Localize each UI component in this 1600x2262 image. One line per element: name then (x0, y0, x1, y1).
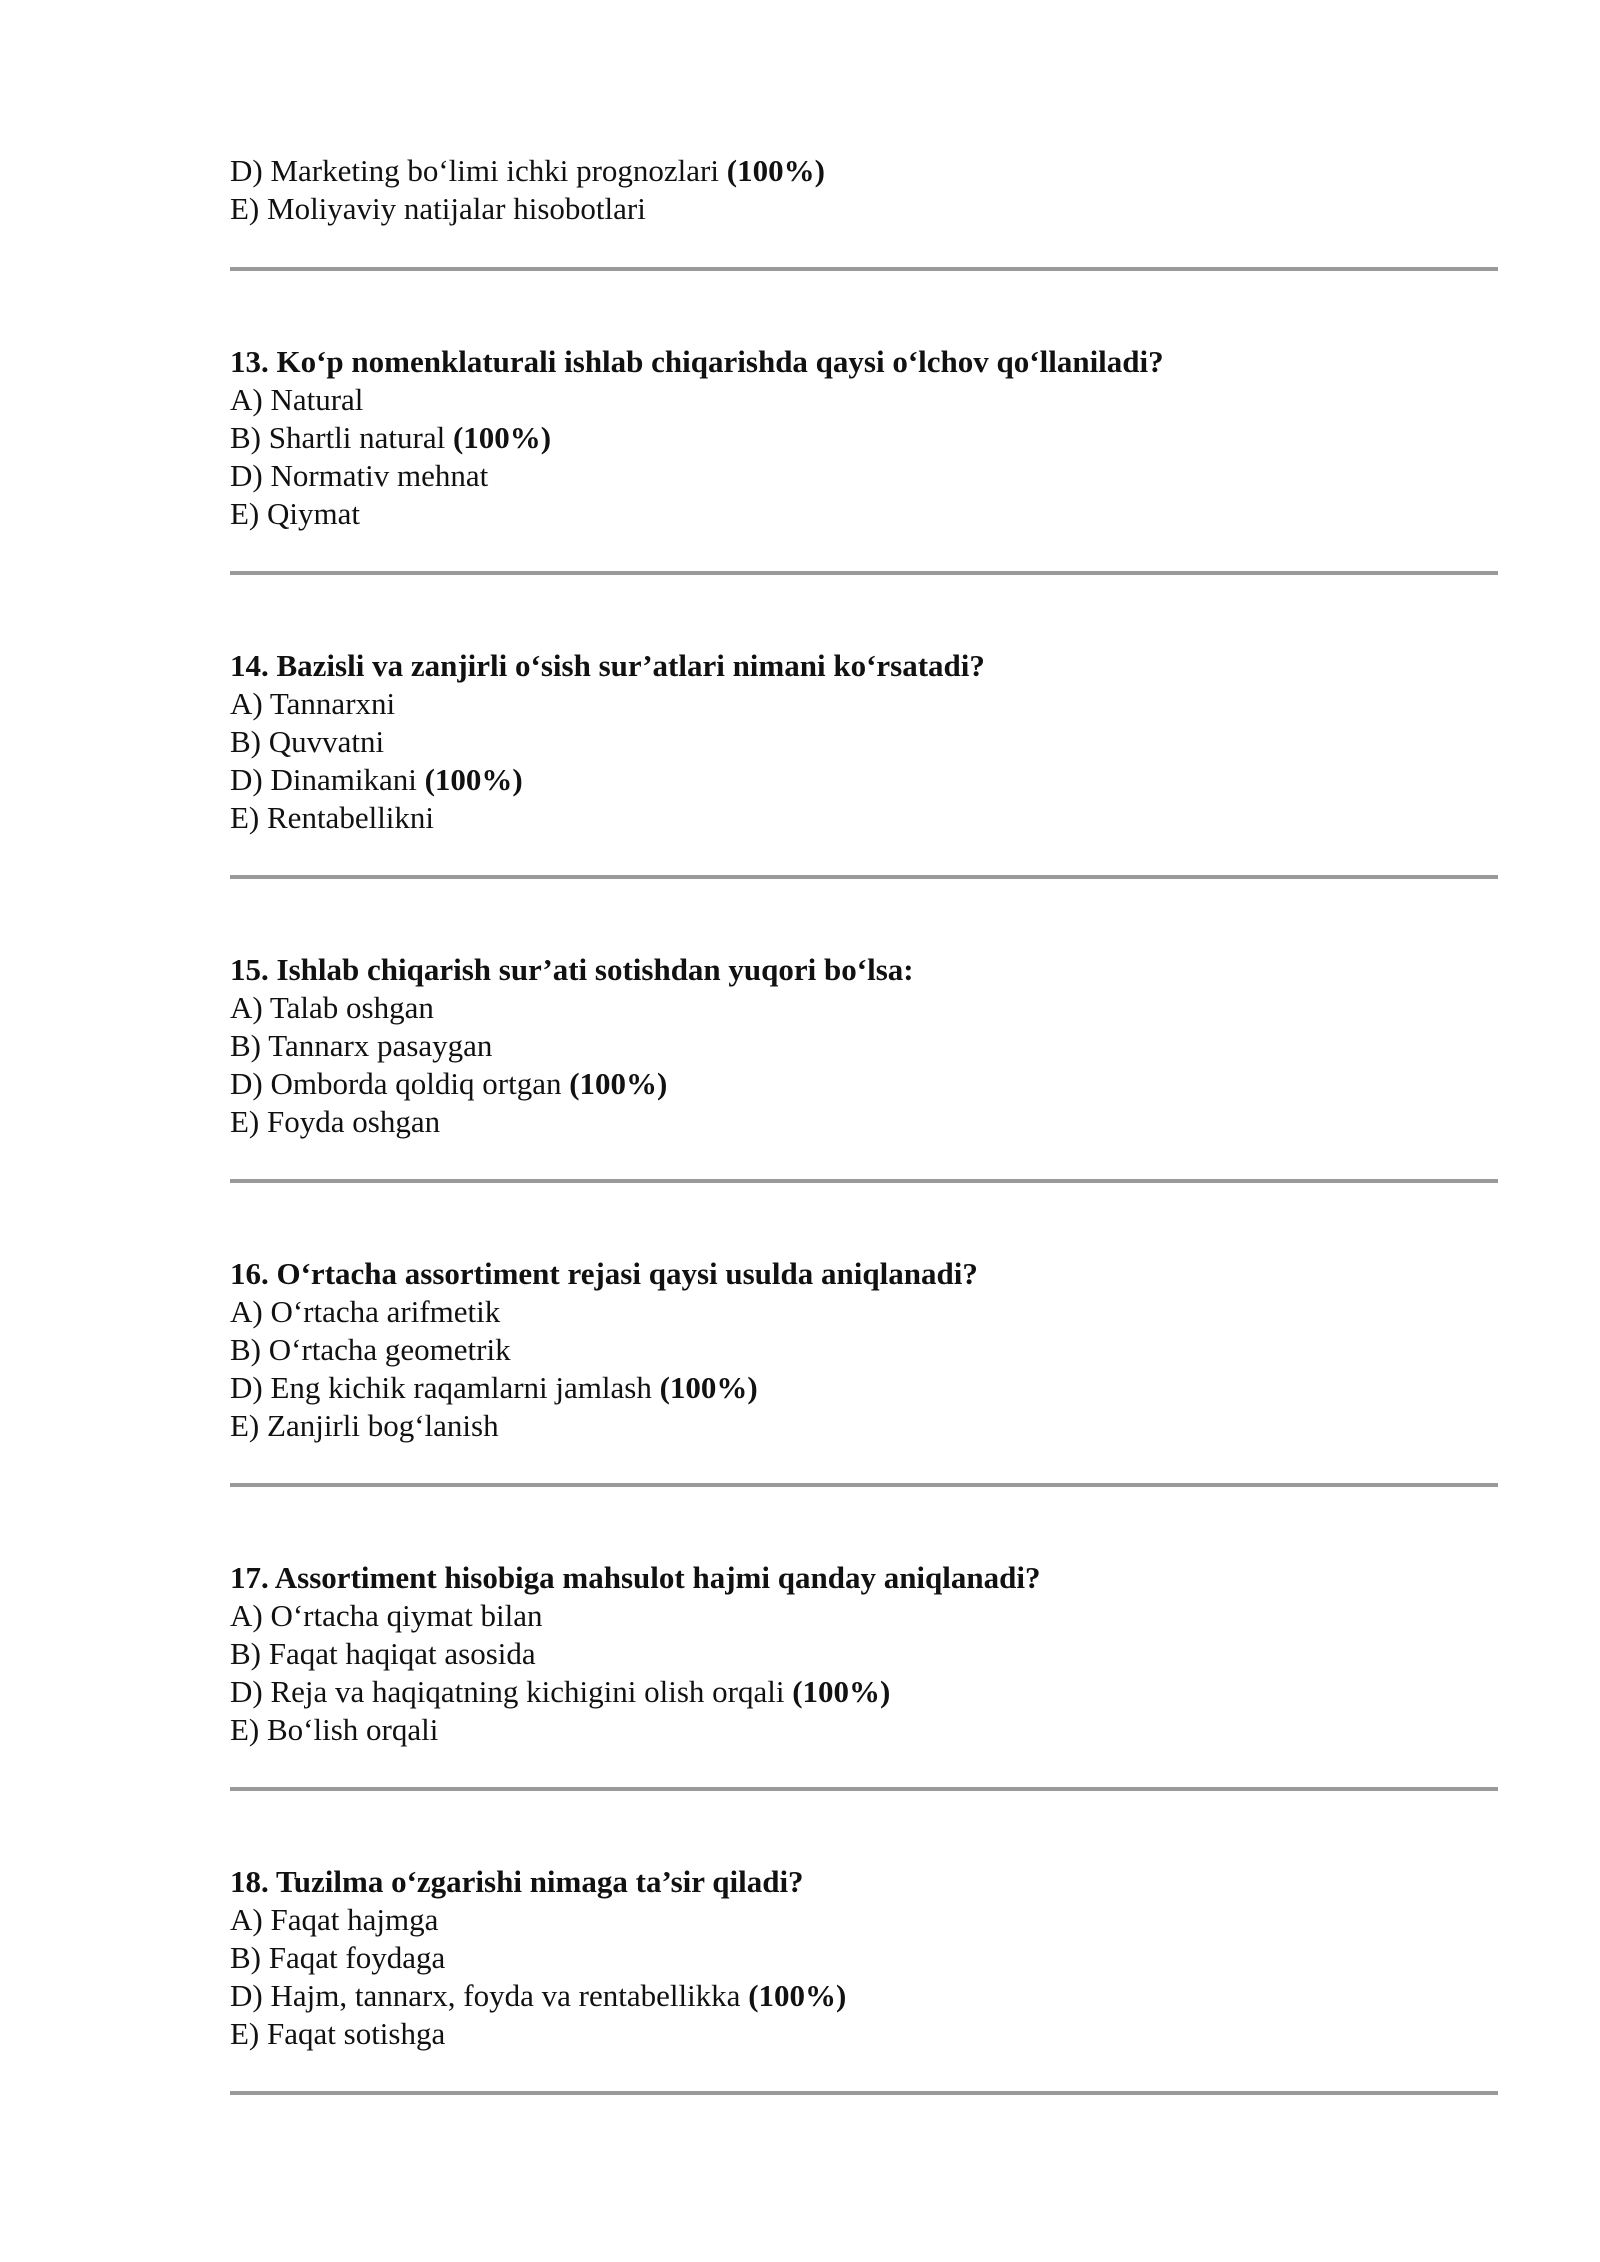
correct-mark: (100%) (569, 1066, 668, 1101)
question-title: 18. Tuzilma o‘zgarishi nimaga ta’sir qiladi? (230, 1864, 804, 1899)
option-text: D) Marketing bo‘limi ichki prognozlari (230, 153, 719, 188)
option-text: B) O‘rtacha geometrik (230, 1332, 511, 1367)
question-title: 13. Ko‘p nomenklaturali ishlab chiqarishda qaysi o‘lchov qo‘llaniladi? (230, 344, 1164, 379)
option-text: E) Foyda oshgan (230, 1104, 441, 1139)
option-line (230, 457, 1500, 495)
separator-line (230, 1483, 1498, 1487)
question-block-13 (230, 343, 1500, 575)
option-line (230, 381, 1500, 419)
option-text: E) Bo‘lish orqali (230, 1712, 439, 1747)
question-title: 15. Ishlab chiqarish sur’ati sotishdan yuqori bo‘lsa: (230, 952, 914, 987)
option-line (230, 1369, 1500, 1407)
option-text: D) Reja va haqiqatning kichigini olish orqali (230, 1674, 785, 1709)
option-line (230, 1103, 1500, 1141)
option-text: A) Faqat hajmga (230, 1902, 439, 1937)
option-text: A) Tannarxni (230, 686, 396, 721)
question-block-continued (230, 152, 1500, 271)
option-line (230, 1901, 1500, 1939)
option-text: E) Moliyaviy natijalar hisobotlari (230, 191, 646, 226)
separator-line (230, 1787, 1498, 1791)
option-text: D) Hajm, tannarx, foyda va rentabellikka (230, 1978, 741, 2013)
option-text: A) Talab oshgan (230, 990, 434, 1025)
question-block-14 (230, 647, 1500, 879)
option-text: D) Normativ mehnat (230, 458, 489, 493)
separator-line (230, 267, 1498, 271)
option-text: D) Eng kichik raqamlarni jamlash (230, 1370, 652, 1405)
option-text: E) Zanjirli bog‘lanish (230, 1408, 499, 1443)
option-line (230, 1711, 1500, 1749)
option-text: B) Quvvatni (230, 724, 385, 759)
correct-mark: (100%) (659, 1370, 758, 1405)
correct-mark: (100%) (424, 762, 523, 797)
option-line (230, 761, 1500, 799)
option-line (230, 1939, 1500, 1977)
option-text: E) Faqat sotishga (230, 2016, 446, 2051)
option-text: B) Tannarx pasaygan (230, 1028, 493, 1063)
option-text: D) Omborda qoldiq ortgan (230, 1066, 562, 1101)
option-line (230, 1293, 1500, 1331)
option-line (230, 685, 1500, 723)
question-block-16 (230, 1255, 1500, 1487)
separator-line (230, 875, 1498, 879)
question-block-17 (230, 1559, 1500, 1791)
option-line (230, 495, 1500, 533)
question-title: 14. Bazisli va zanjirli o‘sish sur’atlari nimani ko‘rsatadi? (230, 648, 985, 683)
option-line (230, 1635, 1500, 1673)
option-text: E) Qiymat (230, 496, 360, 531)
separator-line (230, 571, 1498, 575)
question-block-15 (230, 951, 1500, 1183)
separator-line (230, 2091, 1498, 2095)
correct-mark: (100%) (792, 1674, 891, 1709)
option-line (230, 989, 1500, 1027)
option-text: A) Natural (230, 382, 364, 417)
option-text: E) Rentabellikni (230, 800, 435, 835)
separator-line (230, 1179, 1498, 1183)
document-page (230, 152, 1500, 2167)
correct-mark: (100%) (726, 153, 825, 188)
option-text: B) Faqat haqiqat asosida (230, 1636, 536, 1671)
option-text: A) O‘rtacha arifmetik (230, 1294, 501, 1329)
option-line (230, 1597, 1500, 1635)
option-line (230, 2015, 1500, 2053)
option-line (230, 152, 1500, 190)
option-line (230, 1673, 1500, 1711)
option-line (230, 1027, 1500, 1065)
option-line (230, 723, 1500, 761)
option-line (230, 190, 1500, 228)
option-line (230, 1407, 1500, 1445)
option-text: D) Dinamikani (230, 762, 417, 797)
option-line (230, 1331, 1500, 1369)
option-line (230, 1977, 1500, 2015)
option-text: B) Shartli natural (230, 420, 446, 455)
question-title: 17. Assortiment hisobiga mahsulot hajmi qanday aniqlanadi? (230, 1560, 1041, 1595)
option-line (230, 799, 1500, 837)
option-line (230, 419, 1500, 457)
option-line (230, 1065, 1500, 1103)
correct-mark: (100%) (452, 420, 552, 455)
option-text: A) O‘rtacha qiymat bilan (230, 1598, 543, 1633)
option-text: B) Faqat foydaga (230, 1940, 446, 1975)
question-title: 16. O‘rtacha assortiment rejasi qaysi usulda aniqlanadi? (230, 1256, 978, 1291)
correct-mark: (100%) (748, 1978, 847, 2013)
question-block-18 (230, 1863, 1500, 2095)
